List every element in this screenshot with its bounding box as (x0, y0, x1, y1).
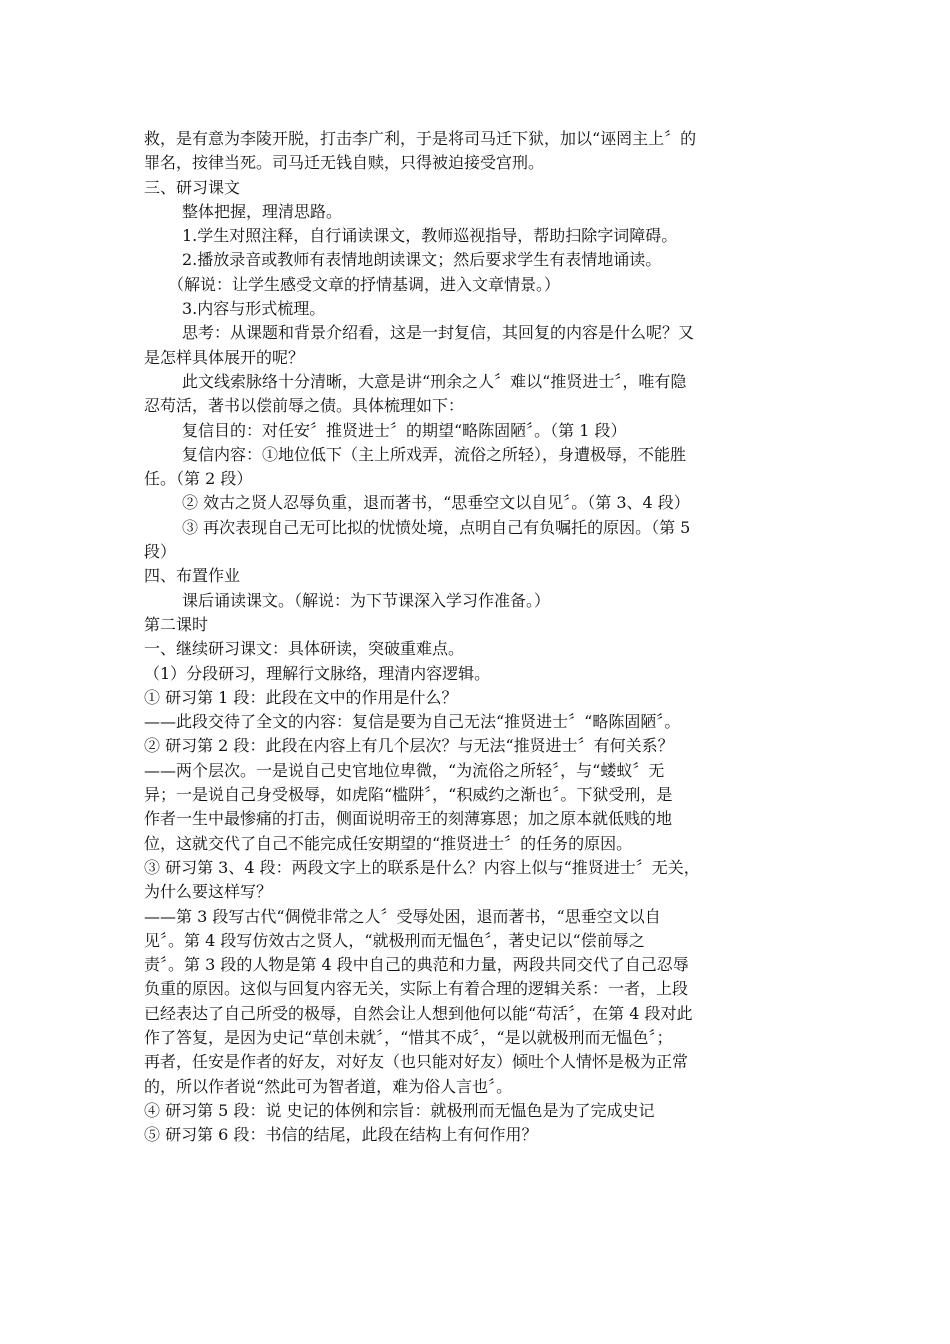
text-line: ② 效古之贤人忍辱负重，退而著书，“思垂空文以自见〞。（第 3、4 段） (182, 493, 690, 513)
text-line: ① 研习第 1 段：此段在文中的作用是什么？ (144, 687, 458, 707)
text-line: ——此段交待了全文的内容：复信是要为自己无法“推贤进士〞“略陈固陋〞。 (144, 712, 681, 732)
text-line: 是怎样具体展开的呢？ (144, 347, 305, 367)
text-line: 复信内容：①地位低下（主上所戏弄，流俗之所轻），身遭极辱，不能胜 (182, 444, 687, 464)
text-line: 负重的原因。这似与回复内容无关，实际上有着合理的逻辑关系：一者，上段 (144, 979, 689, 999)
text-line: 任。（第 2 段） (144, 469, 253, 489)
text-line: 三、研习课文 (144, 177, 241, 197)
document-page (144, 127, 804, 1147)
text-line: ——两个层次。一是说自己史官地位卑微，“为流俗之所轻〞，与“蝼蚁〞无 (144, 760, 665, 780)
text-line: 四、布置作业 (144, 566, 241, 586)
text-line: 异；一是说自己身受极辱，如虎陷“槛阱〞，“积威约之渐也〞。下狱受刑，是 (144, 785, 673, 805)
text-line: 已经表达了自己所受的极辱，自然会让人想到他何以能“苟活〞，在第 4 段对此 (144, 1003, 693, 1023)
text-line: ③ 再次表现自己无可比拟的忧愤处境，点明自己有负嘱托的原因。（第 5 (182, 517, 691, 537)
text-line: 课后诵读课文。（解说：为下节课深入学习作准备。） (182, 590, 551, 610)
text-line: 此文线索脉络十分清晰，大意是讲“刑余之人〞难以“推贤进士〞，唯有隐 (182, 371, 687, 391)
text-line: 段） (144, 542, 177, 562)
text-line: 作者一生中最惨痛的打击，侧面说明帝王的刻薄寡恩；加之原本就低贱的地 (144, 809, 673, 829)
text-line: （1）分段研习，理解行文脉络，理清内容逻辑。 (144, 663, 491, 683)
text-line: 为什么要这样写？ (144, 882, 273, 902)
text-line: 忍苟活，著书以偿前辱之债。具体梳理如下： (144, 396, 465, 416)
text-line: ② 研习第 2 段：此段在内容上有几个层次？与无法“推贤进士〞有何关系？ (144, 736, 674, 756)
text-line: 作了答复，是因为史记“草创未就〞，“惜其不成〞，“是以就极刑而无愠色〞； (144, 1027, 673, 1047)
text-line: 救，是有意为李陵开脱，打击李广利，于是将司马迁下狱，加以“诬罔主上〞的 (144, 129, 697, 148)
text-line: 3.内容与形式梳理。 (182, 299, 326, 319)
text-line: 责〞。第 3 段的人物是第 4 段中自己的典范和力量，两段共同交代了自己忍辱 (144, 955, 689, 975)
text-line: 位，这就交代了自己不能完成任安期望的“推贤进士〞的任务的原因。 (144, 833, 633, 853)
text-line: 思考：从课题和背景介绍看，这是一封复信，其回复的内容是什么呢？又 (182, 323, 695, 343)
text-line: 整体把握，理清思路。 (182, 201, 343, 221)
text-line: ③ 研习第 3、4 段：两段文字上的联系是什么？内容上似与“推贤进士〞无关， (144, 857, 700, 877)
text-line: 见〞。第 4 段写仿效古之贤人，“就极刑而无愠色〞，著史记以“偿前辱之 (144, 930, 645, 950)
text-line: 复信目的：对任安〞推贤进士〞的期望“略陈固陋〞。（第 1 段） (182, 420, 627, 440)
text-line: 罪名，按律当死。司马迁无钱自赎，只得被迫接受宫刑。 (144, 153, 545, 173)
text-line: 第二课时 (144, 614, 209, 634)
text-line: 再者，任安是作者的好友，对好友（也只能对好友）倾吐个人情怀是极为正常 (144, 1052, 689, 1072)
text-line: 的，所以作者说“然此可为智者道，难为俗人言也〞。 (144, 1076, 513, 1096)
text-line: 一、继续研习课文：具体研读，突破重难点。 (144, 639, 465, 659)
text-line: 1.学生对照注释，自行诵读课文，教师巡视指导，帮助扫除字词障碍。 (182, 226, 678, 246)
text-line: 2.播放录音或教师有表情地朗读课文；然后要求学生有表情地诵读。 (182, 250, 662, 270)
text-line: ——第 3 段写古代“倜傥非常之人〞受辱处困，退而著书，“思垂空文以自 (144, 906, 661, 926)
text-line: （解说：让学生感受文章的抒情基调，进入文章情景。） (168, 274, 561, 294)
text-line: ④ 研习第 5 段：说 史记的体例和宗旨：就极刑而无愠色是为了完成史记 (144, 1100, 655, 1120)
text-line: ⑤ 研习第 6 段：书信的结尾，此段在结构上有何作用？ (144, 1125, 538, 1145)
